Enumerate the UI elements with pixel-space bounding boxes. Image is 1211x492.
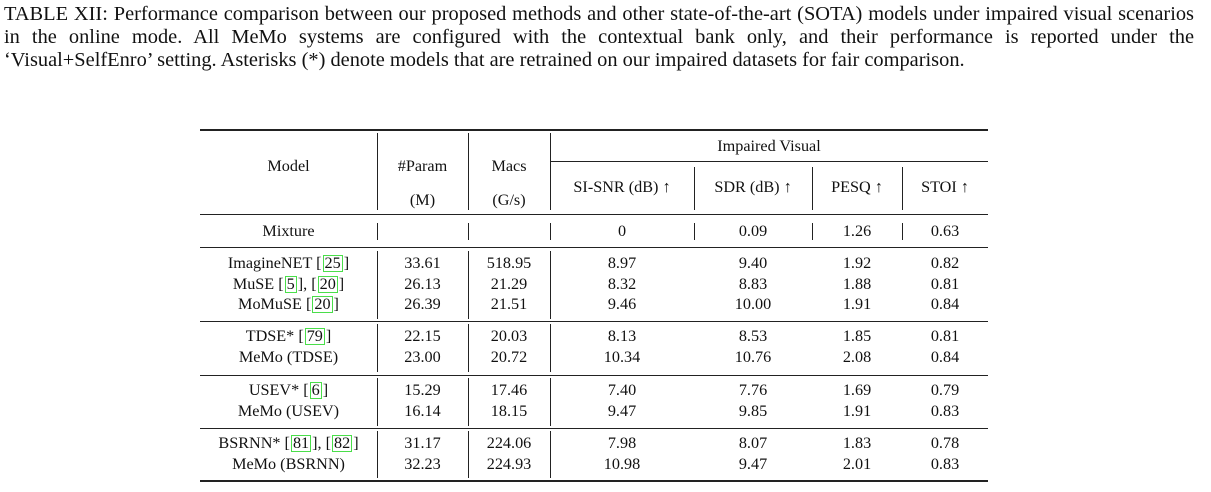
model-name (200, 401, 377, 421)
col-divider (550, 223, 551, 240)
header-model: Model (267, 157, 310, 175)
macs-value: 21.29 (490, 274, 528, 293)
sisnr-value: 9.47 (607, 401, 637, 420)
stoi-value: 0.79 (930, 381, 960, 399)
param-value: 23.00 (404, 347, 441, 366)
group-rule (200, 321, 988, 322)
sdr-value: 9.85 (738, 401, 768, 420)
header-stoi: STOI ↑ (921, 178, 969, 196)
bottom-rule (200, 480, 988, 482)
sdr-value: 10.76 (734, 347, 772, 366)
model-label: ImagineNET (227, 254, 313, 272)
mixture-sdr-value: 0.09 (738, 222, 768, 240)
citation-link[interactable]: 20 (314, 295, 331, 314)
param-value: 26.13 (404, 274, 441, 293)
stoi-value: 0.82 (930, 254, 960, 272)
macs-value: 224.93 (486, 454, 532, 473)
header-param-top: #Param (397, 157, 448, 175)
model-name: USEV* [ 6 ] (248, 381, 329, 399)
model-label: USEV* (248, 381, 300, 399)
results-table (200, 129, 988, 481)
stoi-value: 0.78 (930, 434, 960, 452)
stoi-value: 0.84 (930, 347, 960, 366)
col-divider (812, 223, 813, 240)
model-name: ImagineNET [ 25 ] (227, 254, 350, 272)
macs-value: 20.03 (490, 327, 528, 345)
col-divider (694, 223, 695, 240)
model-label: MuSE (232, 274, 275, 293)
top-rule (200, 129, 988, 131)
model-label: MeMo (TDSE) (238, 347, 339, 366)
macs-value: 20.72 (490, 347, 528, 366)
group-rule (200, 375, 988, 376)
citation-link[interactable]: 20 (319, 274, 336, 293)
header-pesq: PESQ ↑ (831, 178, 883, 196)
table-caption: TABLE XII: Performance comparison between our proposed methods and other state-of-the-art (SOTA) models under impaired visual scenarios in the online mode. All MeMo systems are configured with the contextual bank only, and their performance is reported under the ‘Visual+SelfEnro’ setting. Asterisks (*) denote models that are retrained on our impaired datasets for fair comparison. (4, 3, 1194, 71)
citation-link[interactable]: 5 (286, 274, 295, 293)
pesq-value: 1.83 (842, 434, 872, 452)
model-name: MoMuSE [ 20 ] (238, 295, 339, 314)
group-rule (200, 428, 988, 429)
stoi-value: 0.81 (930, 274, 960, 293)
pesq-value: 1.88 (842, 274, 872, 293)
sdr-value: 7.76 (738, 381, 768, 399)
sdr-value: 9.47 (738, 454, 768, 473)
header-sisnr: SI-SNR (dB) ↑ (573, 178, 671, 196)
sdr-value: 10.00 (734, 295, 772, 314)
stoi-value: 0.83 (930, 401, 960, 420)
sdr-value: 9.40 (738, 254, 768, 272)
param-value: 22.15 (404, 327, 441, 345)
sisnr-value: 7.98 (607, 434, 637, 452)
sdr-value: 8.83 (738, 274, 768, 293)
model-label: BSRNN* (218, 434, 281, 452)
citation-link[interactable]: 25 (324, 254, 341, 272)
pesq-value: 1.92 (842, 254, 872, 272)
sisnr-value: 9.46 (607, 295, 637, 314)
sdr-value: 8.53 (738, 327, 768, 345)
mixture-pesq-value: 1.26 (842, 222, 872, 240)
header-impaired-visual: Impaired Visual (717, 137, 821, 155)
pesq-value: 2.01 (842, 454, 872, 473)
col-divider (468, 223, 469, 240)
param-value: 26.39 (404, 295, 441, 314)
param-value: 16.14 (404, 401, 441, 420)
param-value: 31.17 (404, 434, 441, 452)
header-sdr: SDR (dB) ↑ (714, 178, 792, 196)
param-value: 15.29 (404, 381, 441, 399)
pesq-value: 1.69 (842, 381, 872, 399)
citation-link[interactable]: 79 (306, 327, 323, 345)
mixture-rule (200, 247, 988, 248)
citation-link[interactable]: 6 (311, 381, 320, 399)
group-underline (550, 161, 988, 162)
pesq-value: 1.91 (842, 295, 872, 314)
stoi-value: 0.81 (930, 327, 960, 345)
header-macs-bottom: (G/s) (492, 191, 526, 209)
stoi-value: 0.84 (930, 295, 960, 314)
pesq-value: 2.08 (842, 347, 872, 366)
model-name (200, 347, 377, 367)
model-name: BSRNN* [ 81 ], [ 82 ] (218, 434, 359, 452)
header-rule (200, 214, 988, 215)
citation-link[interactable]: 81 (292, 434, 310, 452)
header-param-bottom: (M) (409, 191, 436, 209)
col-divider (902, 223, 903, 240)
col-divider (377, 223, 378, 240)
macs-value: 21.51 (490, 295, 528, 314)
macs-value: 17.46 (490, 381, 528, 399)
param-value: 32.23 (404, 454, 441, 473)
citation-link[interactable]: 82 (334, 434, 351, 452)
sisnr-value: 10.98 (603, 454, 641, 473)
sisnr-value: 10.34 (603, 347, 641, 366)
macs-value: 18.15 (490, 401, 528, 420)
model-label: TDSE* (245, 327, 295, 345)
model-label: MoMuSE (238, 295, 302, 314)
mixture-model-name: Mixture (262, 222, 315, 240)
header-macs-top: Macs (491, 157, 527, 175)
macs-value: 518.95 (486, 254, 532, 272)
pesq-value: 1.91 (842, 401, 872, 420)
model-name: MuSE [ 5 ], [ 20 ] (232, 274, 345, 293)
sisnr-value: 8.32 (607, 274, 637, 293)
sisnr-value: 7.40 (607, 381, 637, 399)
mixture-stoi-value: 0.63 (930, 222, 960, 240)
model-label: MeMo (USEV) (237, 401, 340, 420)
macs-value: 224.06 (486, 434, 532, 452)
sisnr-value: 8.97 (607, 254, 637, 272)
sisnr-value: 8.13 (607, 327, 637, 345)
mixture-sisnr-value: 0 (617, 222, 627, 240)
model-label: MeMo (BSRNN) (232, 454, 345, 473)
model-name (200, 454, 377, 474)
stoi-value: 0.83 (930, 454, 960, 473)
sdr-value: 8.07 (738, 434, 768, 452)
pesq-value: 1.85 (842, 327, 872, 345)
model-name: TDSE* [ 79 ] (245, 327, 332, 345)
param-value: 33.61 (404, 254, 441, 272)
